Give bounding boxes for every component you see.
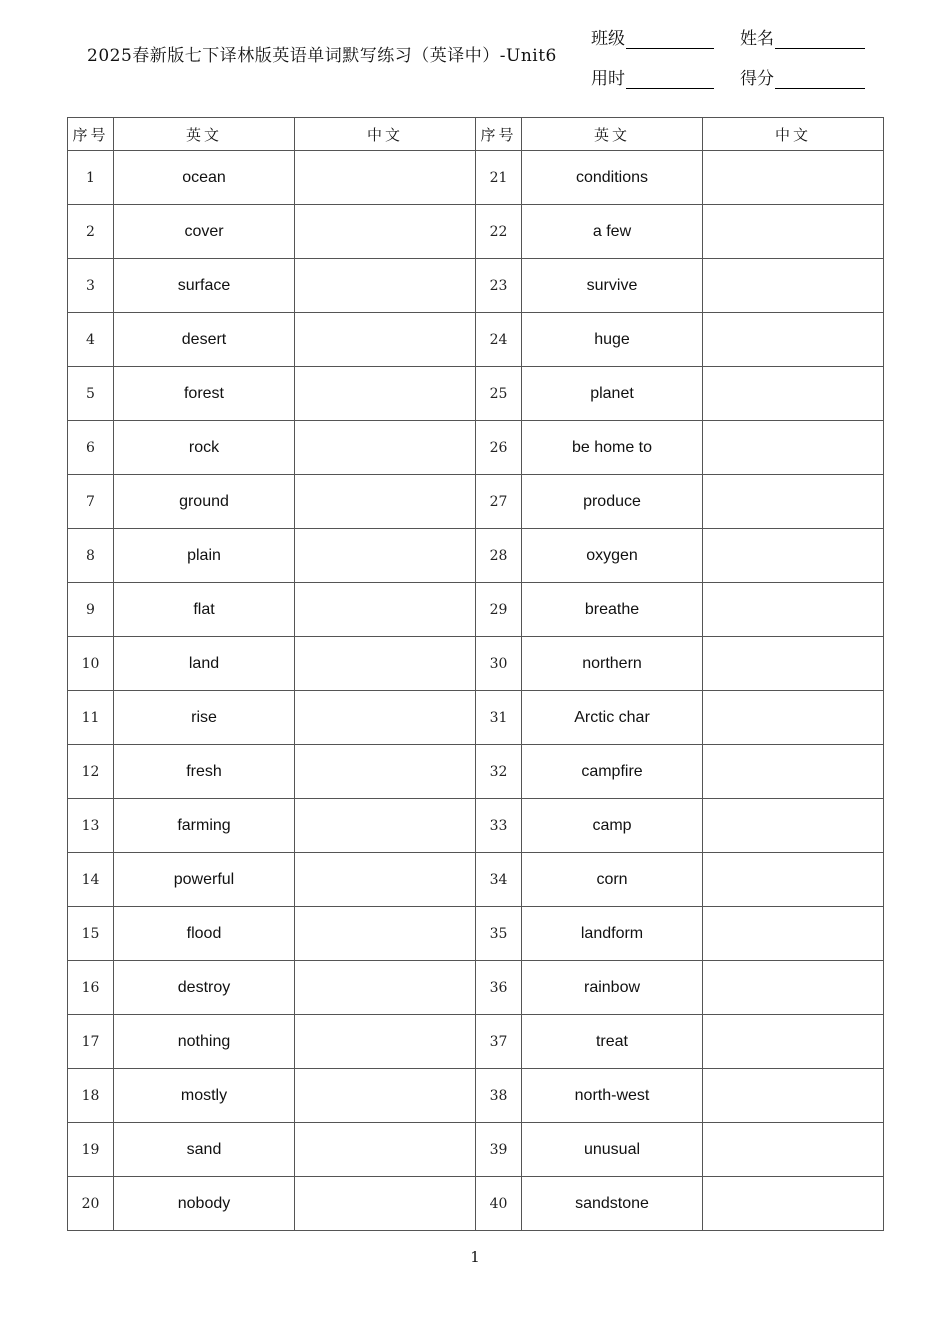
row-number-right: 36 xyxy=(476,961,522,1015)
english-word-right: be home to xyxy=(522,421,703,475)
english-word-left: cover xyxy=(114,205,295,259)
header-number: 序号 xyxy=(68,118,114,151)
chinese-answer-left[interactable] xyxy=(295,907,476,961)
chinese-answer-right[interactable] xyxy=(703,853,884,907)
english-word-left: nobody xyxy=(114,1177,295,1231)
chinese-answer-left[interactable] xyxy=(295,799,476,853)
table-row xyxy=(68,691,884,745)
english-word-left: rise xyxy=(114,691,295,745)
table-row xyxy=(68,583,884,637)
chinese-answer-left[interactable] xyxy=(295,637,476,691)
chinese-answer-left[interactable] xyxy=(295,421,476,475)
chinese-answer-left[interactable] xyxy=(295,1177,476,1231)
chinese-answer-right[interactable] xyxy=(703,961,884,1015)
row-number-left: 15 xyxy=(68,907,114,961)
class-label: 班级 xyxy=(591,29,625,49)
chinese-answer-left[interactable] xyxy=(295,961,476,1015)
english-word-right: sandstone xyxy=(522,1177,703,1231)
row-number-right: 34 xyxy=(476,853,522,907)
chinese-answer-right[interactable] xyxy=(703,799,884,853)
english-word-left: flat xyxy=(114,583,295,637)
table-row xyxy=(68,907,884,961)
table-row xyxy=(68,205,884,259)
chinese-answer-left[interactable] xyxy=(295,583,476,637)
row-number-left: 17 xyxy=(68,1015,114,1069)
row-number-right: 38 xyxy=(476,1069,522,1123)
english-word-right: oxygen xyxy=(522,529,703,583)
class-field[interactable] xyxy=(591,24,714,49)
row-number-right: 28 xyxy=(476,529,522,583)
chinese-answer-left[interactable] xyxy=(295,259,476,313)
row-number-left: 9 xyxy=(68,583,114,637)
chinese-answer-left[interactable] xyxy=(295,205,476,259)
english-word-right: unusual xyxy=(522,1123,703,1177)
chinese-answer-right[interactable] xyxy=(703,313,884,367)
table-row xyxy=(68,1123,884,1177)
english-word-right: rainbow xyxy=(522,961,703,1015)
table-row xyxy=(68,745,884,799)
english-word-right: camp xyxy=(522,799,703,853)
chinese-answer-right[interactable] xyxy=(703,205,884,259)
english-word-left: fresh xyxy=(114,745,295,799)
chinese-answer-right[interactable] xyxy=(703,1177,884,1231)
english-word-right: planet xyxy=(522,367,703,421)
row-number-right: 33 xyxy=(476,799,522,853)
english-word-right: landform xyxy=(522,907,703,961)
header-english: 英文 xyxy=(114,118,295,151)
score-blank[interactable] xyxy=(775,70,865,89)
english-word-left: destroy xyxy=(114,961,295,1015)
chinese-answer-left[interactable] xyxy=(295,1015,476,1069)
table-row xyxy=(68,961,884,1015)
row-number-left: 20 xyxy=(68,1177,114,1231)
row-number-left: 11 xyxy=(68,691,114,745)
english-word-left: forest xyxy=(114,367,295,421)
table-row xyxy=(68,475,884,529)
table-row xyxy=(68,1177,884,1231)
row-number-right: 25 xyxy=(476,367,522,421)
english-word-left: plain xyxy=(114,529,295,583)
time-field[interactable] xyxy=(591,64,714,89)
row-number-left: 13 xyxy=(68,799,114,853)
row-number-left: 12 xyxy=(68,745,114,799)
chinese-answer-left[interactable] xyxy=(295,475,476,529)
chinese-answer-right[interactable] xyxy=(703,907,884,961)
score-label: 得分 xyxy=(740,69,774,89)
english-word-right: northern xyxy=(522,637,703,691)
row-number-right: 23 xyxy=(476,259,522,313)
name-label: 姓名 xyxy=(740,29,774,49)
chinese-answer-left[interactable] xyxy=(295,1123,476,1177)
table-row xyxy=(68,313,884,367)
chinese-answer-left[interactable] xyxy=(295,313,476,367)
time-blank[interactable] xyxy=(626,70,714,89)
english-word-left: mostly xyxy=(114,1069,295,1123)
row-number-right: 37 xyxy=(476,1015,522,1069)
english-word-right: treat xyxy=(522,1015,703,1069)
english-word-right: breathe xyxy=(522,583,703,637)
table-row xyxy=(68,1015,884,1069)
row-number-right: 26 xyxy=(476,421,522,475)
english-word-right: a few xyxy=(522,205,703,259)
chinese-answer-right[interactable] xyxy=(703,583,884,637)
row-number-left: 2 xyxy=(68,205,114,259)
time-label: 用时 xyxy=(591,69,625,89)
table-row xyxy=(68,853,884,907)
table-row xyxy=(68,799,884,853)
row-number-left: 6 xyxy=(68,421,114,475)
chinese-answer-left[interactable] xyxy=(295,853,476,907)
chinese-answer-right[interactable] xyxy=(703,151,884,205)
chinese-answer-right[interactable] xyxy=(703,1069,884,1123)
chinese-answer-right[interactable] xyxy=(703,421,884,475)
header-english: 英文 xyxy=(522,118,703,151)
english-word-left: desert xyxy=(114,313,295,367)
english-word-right: campfire xyxy=(522,745,703,799)
chinese-answer-left[interactable] xyxy=(295,691,476,745)
row-number-right: 30 xyxy=(476,637,522,691)
row-number-left: 3 xyxy=(68,259,114,313)
table-row xyxy=(68,637,884,691)
english-word-left: ocean xyxy=(114,151,295,205)
row-number-left: 14 xyxy=(68,853,114,907)
chinese-answer-right[interactable] xyxy=(703,1123,884,1177)
english-word-left: flood xyxy=(114,907,295,961)
english-word-right: huge xyxy=(522,313,703,367)
chinese-answer-left[interactable] xyxy=(295,1069,476,1123)
row-number-right: 31 xyxy=(476,691,522,745)
chinese-answer-right[interactable] xyxy=(703,475,884,529)
chinese-answer-right[interactable] xyxy=(703,691,884,745)
header-number: 序号 xyxy=(476,118,522,151)
table-row xyxy=(68,1069,884,1123)
row-number-left: 7 xyxy=(68,475,114,529)
table-row xyxy=(68,421,884,475)
score-field[interactable] xyxy=(740,64,865,89)
row-number-right: 24 xyxy=(476,313,522,367)
chinese-answer-left[interactable] xyxy=(295,745,476,799)
class-blank[interactable] xyxy=(626,30,714,49)
chinese-answer-left[interactable] xyxy=(295,151,476,205)
row-number-left: 8 xyxy=(68,529,114,583)
row-number-right: 21 xyxy=(476,151,522,205)
row-number-right: 35 xyxy=(476,907,522,961)
english-word-left: ground xyxy=(114,475,295,529)
table-row xyxy=(68,529,884,583)
table-row xyxy=(68,151,884,205)
row-number-left: 18 xyxy=(68,1069,114,1123)
english-word-right: produce xyxy=(522,475,703,529)
table-body xyxy=(68,151,884,1231)
row-number-left: 1 xyxy=(68,151,114,205)
english-word-right: north-west xyxy=(522,1069,703,1123)
row-number-right: 39 xyxy=(476,1123,522,1177)
row-number-right: 40 xyxy=(476,1177,522,1231)
header-chinese: 中文 xyxy=(703,118,884,151)
english-word-right: conditions xyxy=(522,151,703,205)
english-word-right: survive xyxy=(522,259,703,313)
table-header-row xyxy=(68,118,884,151)
row-number-left: 16 xyxy=(68,961,114,1015)
row-number-left: 5 xyxy=(68,367,114,421)
page-number: 1 xyxy=(470,1248,480,1266)
vocab-table xyxy=(67,117,884,1231)
english-word-left: rock xyxy=(114,421,295,475)
chinese-answer-right[interactable] xyxy=(703,529,884,583)
chinese-answer-right[interactable] xyxy=(703,1015,884,1069)
row-number-left: 19 xyxy=(68,1123,114,1177)
english-word-right: corn xyxy=(522,853,703,907)
english-word-left: sand xyxy=(114,1123,295,1177)
name-field[interactable] xyxy=(740,24,865,49)
chinese-answer-left[interactable] xyxy=(295,367,476,421)
name-blank[interactable] xyxy=(775,30,865,49)
english-word-right: Arctic char xyxy=(522,691,703,745)
english-word-left: powerful xyxy=(114,853,295,907)
table-row xyxy=(68,259,884,313)
row-number-left: 10 xyxy=(68,637,114,691)
english-word-left: nothing xyxy=(114,1015,295,1069)
chinese-answer-right[interactable] xyxy=(703,745,884,799)
row-number-right: 22 xyxy=(476,205,522,259)
chinese-answer-right[interactable] xyxy=(703,367,884,421)
table-row xyxy=(68,367,884,421)
english-word-left: land xyxy=(114,637,295,691)
page-title: 2025春新版七下译林版英语单词默写练习（英译中）-Unit6 xyxy=(87,46,557,66)
english-word-left: surface xyxy=(114,259,295,313)
chinese-answer-right[interactable] xyxy=(703,259,884,313)
header-chinese: 中文 xyxy=(295,118,476,151)
chinese-answer-left[interactable] xyxy=(295,529,476,583)
row-number-right: 32 xyxy=(476,745,522,799)
english-word-left: farming xyxy=(114,799,295,853)
chinese-answer-right[interactable] xyxy=(703,637,884,691)
row-number-right: 27 xyxy=(476,475,522,529)
row-number-right: 29 xyxy=(476,583,522,637)
row-number-left: 4 xyxy=(68,313,114,367)
